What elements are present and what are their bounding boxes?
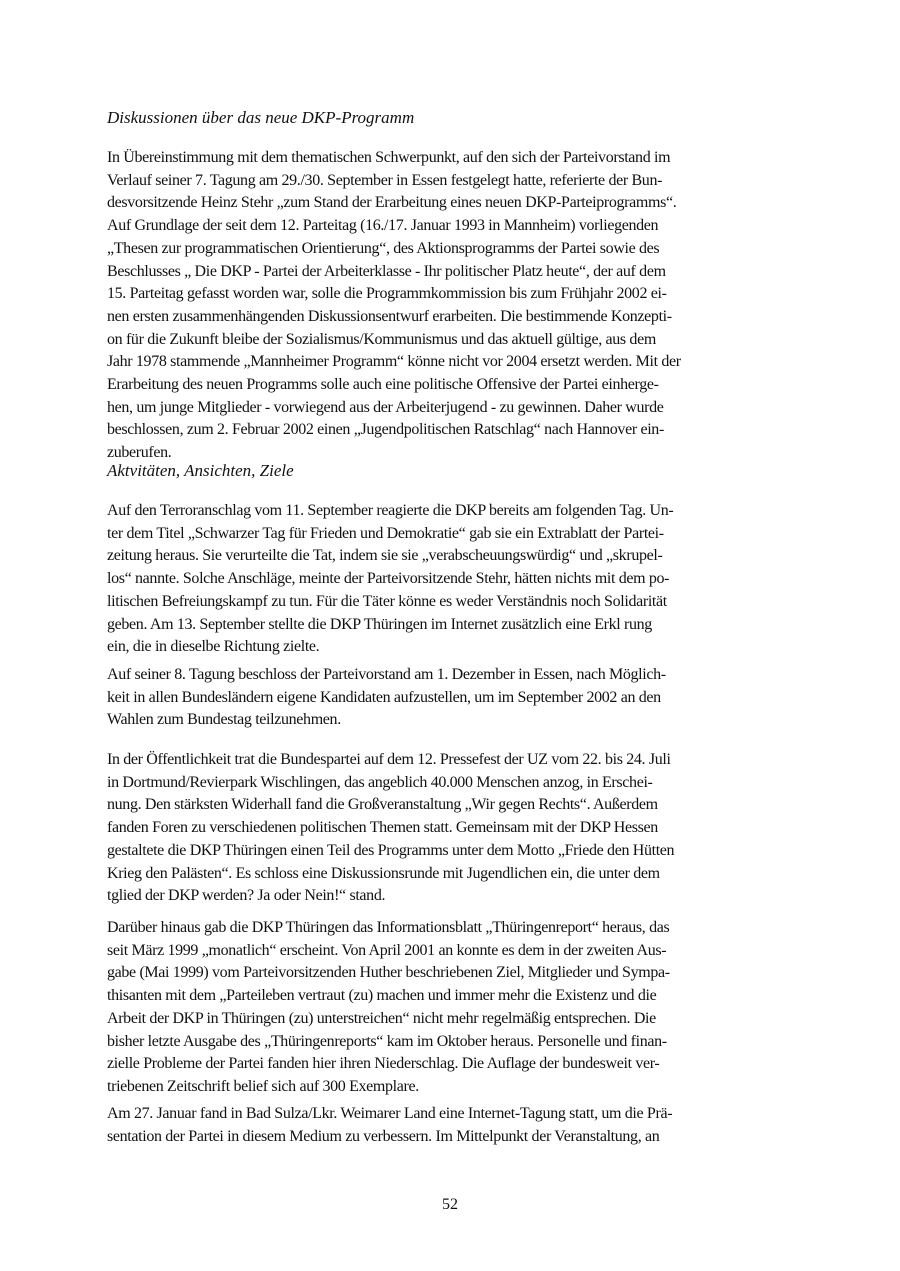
section-heading-program-discussion: Diskussionen über das neue DKP-Programm (107, 108, 415, 127)
text-line: ein, die in dieselbe Richtung zielte. (107, 638, 320, 656)
text-line: Erarbeitung des neuen Programms solle auch eine politische Offensive der Partei einherge- (107, 376, 659, 394)
text-line: In Übereinstimmung mit dem thematischen Schwerpunkt, auf den sich der Parteivorstand im (107, 149, 671, 166)
text-line: desvorsitzende Heinz Stehr „zum Stand der Erarbeitung eines neuen DKP-Parteiprogramms“. (107, 194, 677, 212)
paragraph-program-discussion (107, 147, 757, 465)
text-line: bisher letzte Ausgabe des „Thüringenreports“ kam im Oktober heraus. Personelle und finan- (107, 1032, 667, 1050)
text-line: Krieg den Palästen“. Es schloss eine Diskussionsrunde mit Jugendlichen ein, die unter dem (107, 864, 660, 882)
text-line: gabe (Mai 1999) vom Parteivorsitzenden Huther beschriebenen Ziel, Mitglieder und Sympa- (107, 964, 670, 982)
text-line: zeitung heraus. Sie verurteilte die Tat, indem sie sie „verabscheuungswürdig“ und „skrupel- (107, 547, 663, 565)
text-line: 15. Parteitag gefasst worden war, solle die Programmkommission bis zum Frühjahr 2002 ei- (107, 285, 667, 303)
text-line: Auf Grundlage der seit dem 12. Parteitag (16./17. Januar 1993 in Mannheim) vorliegenden (107, 217, 659, 235)
text-line: Am 27. Januar fand in Bad Sulza/Lkr. Weimarer Land eine Internet-Tagung statt, um die Prä- (107, 1105, 673, 1122)
text-line: ter dem Titel „Schwarzer Tag für Frieden und Demokratie“ gab sie ein Extrablatt der Partei- (107, 524, 664, 542)
text-line: fanden Foren zu verschiedenen politischen Themen statt. Gemeinsam mit der DKP Hessen (107, 819, 658, 837)
text-line: in Dortmund/Revierpark Wischlingen, das angeblich 40.000 Menschen anzog, in Erschei- (107, 773, 653, 791)
text-line: on für die Zukunft bleibe der Sozialismus/Kommunismus und das aktuell gültige, aus dem (107, 330, 656, 348)
text-line: gestaltete die DKP Thüringen einen Teil des Programms unter dem Motto „Friede den Hütten (107, 841, 675, 859)
text-line: seit März 1999 „monatlich“ erscheint. Von April 2001 an konnte es dem in der zweiten Aus- (107, 941, 667, 959)
text-line: triebenen Zeitschrift belief sich auf 300 Exemplare. (107, 1077, 419, 1095)
text-line: Verlauf seiner 7. Tagung am 29./30. September in Essen festgelegt hatte, referierte der Bun- (107, 171, 663, 189)
text-line: nen ersten zusammenhängenden Diskussionsentwurf erarbeiten. Die bestimmende Konzepti- (107, 307, 672, 325)
text-line: Beschlusses „ Die DKP - Partei der Arbeiterklasse - Ihr politischer Platz heute“, der auf dem (107, 262, 666, 280)
page-number: 52 (442, 1196, 458, 1213)
paragraph-internet-conference (107, 1103, 757, 1148)
text-line: keit in allen Bundesländern eigene Kandidaten aufzustellen, um im September 2002 an den (107, 688, 661, 706)
paragraph-terror-attack-reaction (107, 500, 757, 659)
text-line: zuberufen. (107, 444, 172, 462)
text-line: Arbeit der DKP in Thüringen (zu) unterstreichen“ nicht mehr regelmäßig entsprechen. Die (107, 1009, 656, 1027)
text-line: thisanten mit dem „Parteileben vertraut (zu) machen und immer mehr die Existenz und die (107, 987, 657, 1005)
paragraph-bundestag-candidates (107, 664, 757, 732)
text-line: hen, um junge Mitglieder - vorwiegend aus der Arbeiterjugend - zu gewinnen. Daher wurde (107, 398, 664, 416)
paragraph-press-festival (107, 749, 757, 908)
text-line: zielle Probleme der Partei fanden hier ihren Niederschlag. Die Auflage der bundesweit ver- (107, 1055, 660, 1073)
text-line: Wahlen zum Bundestag teilzunehmen. (107, 711, 341, 729)
text-line: los“ nannte. Solche Anschläge, meinte der Parteivorsitzende Stehr, hätten nichts mit dem po- (107, 570, 670, 588)
text-line: beschlossen, zum 2. Februar 2002 einen „Jugendpolitischen Ratschlag“ nach Hannover ein- (107, 421, 664, 439)
text-line: sentation der Partei in diesem Medium zu verbessern. Im Mittelpunkt der Veranstaltung, an (107, 1127, 660, 1145)
text-line: Jahr 1978 stammende „Mannheimer Programm“ könne nicht vor 2004 ersetzt werden. Mit der (107, 353, 681, 371)
text-line: litischen Befreiungskampf zu tun. Für die Täter könne es weder Verständnis noch Solidarität (107, 592, 667, 610)
text-line: Darüber hinaus gab die DKP Thüringen das Informationsblatt „Thüringenreport“ heraus, das (107, 919, 670, 936)
text-line: tglied der DKP werden? Ja oder Nein!“ stand. (107, 887, 386, 905)
text-line: geben. Am 13. September stellte die DKP Thüringen im Internet zusätzlich eine Erkl rung (107, 615, 652, 633)
text-line: In der Öffentlichkeit trat die Bundespartei auf dem 12. Pressefest der UZ vom 22. bis 24. Juli (107, 751, 671, 768)
section-heading-activities: Aktvitäten, Ansichten, Ziele (107, 461, 294, 480)
text-line: nung. Den stärksten Widerhall fand die Großveranstaltung „Wir gegen Rechts“. Außerdem (107, 796, 658, 814)
text-line: Auf seiner 8. Tagung beschloss der Parteivorstand am 1. Dezember in Essen, nach Möglich- (107, 666, 666, 683)
text-line: „Thesen zur programmatischen Orientierung“, des Aktionsprogramms der Partei sowie des (107, 239, 660, 257)
text-line: Auf den Terroranschlag vom 11. September reagierte die DKP bereits am folgenden Tag. Un- (107, 502, 674, 519)
paragraph-thueringenreport (107, 917, 757, 1099)
